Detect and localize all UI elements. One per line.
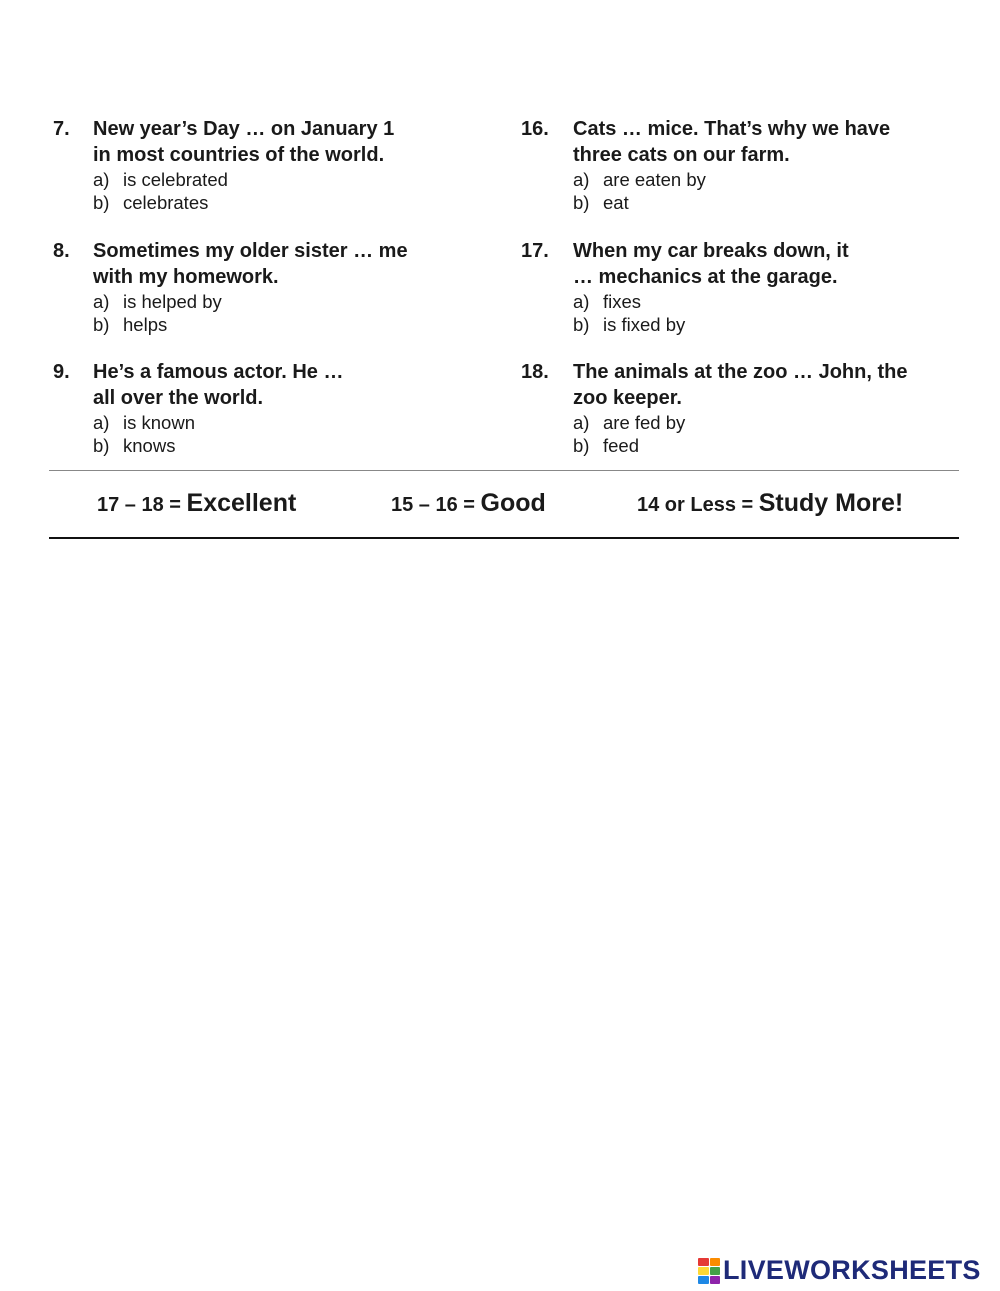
question-text-line: three cats on our farm. bbox=[573, 144, 790, 166]
option-b[interactable]: b) eat bbox=[573, 192, 629, 213]
divider-top bbox=[49, 470, 959, 471]
option-text: fixes bbox=[603, 291, 642, 312]
question-text-line: When my car breaks down, it bbox=[573, 240, 849, 262]
question-7 bbox=[53, 116, 493, 214]
score-label: Good bbox=[480, 489, 546, 517]
question-number: 17. bbox=[521, 240, 549, 262]
option-a[interactable]: a) fixes bbox=[573, 291, 642, 312]
option-a[interactable]: a) is known bbox=[93, 412, 195, 433]
logo-text: LIVEWORKSHEETS bbox=[723, 1255, 981, 1285]
option-b[interactable]: b) celebrates bbox=[93, 192, 209, 213]
question-9 bbox=[53, 359, 493, 457]
option-text: are fed by bbox=[603, 412, 686, 433]
option-a[interactable]: a) are fed by bbox=[573, 412, 686, 433]
liveworksheets-logo bbox=[698, 1255, 981, 1286]
question-18 bbox=[521, 359, 961, 457]
question-8 bbox=[53, 238, 493, 336]
question-number: 18. bbox=[521, 361, 549, 383]
question-text-line: He’s a famous actor. He … bbox=[93, 361, 344, 383]
score-range: 14 or Less = bbox=[637, 494, 759, 516]
score-study-more bbox=[637, 489, 903, 518]
question-16 bbox=[521, 116, 961, 214]
question-17 bbox=[521, 238, 961, 336]
score-label: Study More! bbox=[758, 489, 904, 517]
divider-bottom bbox=[49, 537, 959, 539]
score-range: 17 – 18 = bbox=[97, 494, 187, 516]
question-text-line: zoo keeper. bbox=[573, 387, 682, 409]
option-text: knows bbox=[123, 435, 176, 456]
option-text: is known bbox=[123, 412, 195, 433]
score-excellent bbox=[97, 489, 296, 518]
score-good bbox=[391, 489, 546, 518]
option-text: are eaten by bbox=[603, 169, 706, 190]
option-b[interactable]: b) helps bbox=[93, 314, 168, 335]
option-b[interactable]: b) is fixed by bbox=[573, 314, 686, 335]
question-number: 8. bbox=[53, 240, 70, 262]
question-text-line: The animals at the zoo … John, the bbox=[573, 361, 908, 383]
option-text: is helped by bbox=[123, 291, 222, 312]
option-text: feed bbox=[603, 435, 640, 456]
option-text: is fixed by bbox=[603, 314, 686, 335]
question-text-line: all over the world. bbox=[93, 387, 264, 409]
question-number: 9. bbox=[53, 361, 70, 383]
option-b[interactable]: b) knows bbox=[93, 435, 176, 456]
question-number: 16. bbox=[521, 118, 549, 140]
question-number: 7. bbox=[53, 118, 70, 140]
option-text: eat bbox=[603, 192, 629, 213]
option-text: helps bbox=[123, 314, 168, 335]
question-text-line: Cats … mice. That’s why we have bbox=[573, 118, 891, 140]
question-text-line: New year’s Day … on January 1 bbox=[93, 118, 395, 140]
question-text-line: with my homework. bbox=[93, 266, 279, 288]
question-text-line: … mechanics at the garage. bbox=[573, 266, 838, 288]
option-a[interactable]: a) are eaten by bbox=[573, 169, 706, 190]
score-range: 15 – 16 = bbox=[391, 494, 481, 516]
option-a[interactable]: a) is helped by bbox=[93, 291, 222, 312]
option-b[interactable]: b) feed bbox=[573, 435, 640, 456]
option-text: is celebrated bbox=[123, 169, 228, 190]
option-a[interactable]: a) is celebrated bbox=[93, 169, 228, 190]
logo-mark-icon bbox=[698, 1258, 720, 1284]
question-text-line: in most countries of the world. bbox=[93, 144, 385, 166]
question-text-line: Sometimes my older sister … me bbox=[93, 240, 408, 262]
score-label: Excellent bbox=[186, 489, 297, 517]
option-text: celebrates bbox=[123, 192, 209, 213]
